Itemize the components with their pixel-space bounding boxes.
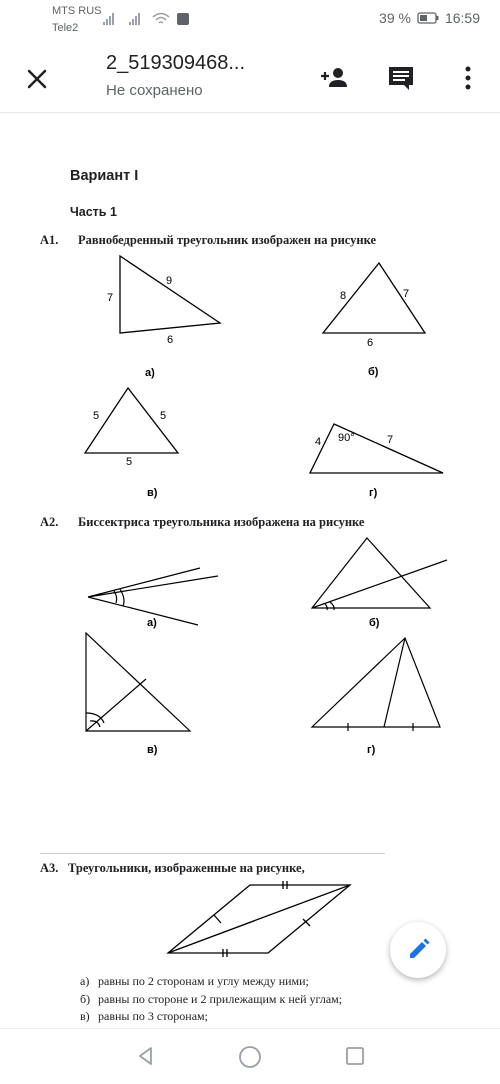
question-a2-number: А2. <box>40 515 59 529</box>
figures-canvas-a3 <box>0 113 500 1013</box>
app-bar <box>0 42 500 112</box>
save-status: Не сохранено <box>106 82 203 99</box>
question-a2-text: Биссектриса треугольника изображена на рисунке <box>78 515 365 529</box>
document-title: 2_519309468... <box>106 52 246 74</box>
a1-g-angle: 90° <box>338 432 355 444</box>
battery-percent: 39 % <box>379 10 411 26</box>
recents-icon[interactable] <box>345 1046 365 1066</box>
a1-v-side-right: 5 <box>160 410 167 422</box>
a1-a-side-left: 7 <box>107 292 114 304</box>
edit-icon <box>390 922 446 978</box>
a1-v-side-left: 5 <box>93 410 100 422</box>
question-a3-number: А3. <box>40 861 59 875</box>
a2-v-label: в) <box>147 744 158 756</box>
question-a1-number: А1. <box>40 233 59 247</box>
a1-a-side-top: 9 <box>166 275 173 287</box>
add-person-icon[interactable] <box>318 62 350 94</box>
wifi-icon <box>153 14 169 24</box>
a1-v-side-bottom: 5 <box>126 456 133 468</box>
signal-icons <box>103 10 203 28</box>
option-a3-v-label: в) <box>80 1009 90 1023</box>
comment-icon[interactable] <box>385 62 417 94</box>
a2-a-label: а) <box>147 617 157 629</box>
a1-v-label: в) <box>147 487 158 499</box>
a1-g-label: г) <box>369 487 378 499</box>
status-right <box>379 10 480 26</box>
parallelogram-a3 <box>168 881 350 957</box>
a1-b-side-right: 7 <box>403 288 410 300</box>
home-icon[interactable] <box>238 1045 262 1069</box>
app-notification-icon <box>177 13 189 25</box>
a2-g-label: г) <box>367 744 376 756</box>
a1-b-side-bottom: 6 <box>367 337 374 349</box>
a1-g-side-right: 7 <box>387 434 394 446</box>
clock: 16:59 <box>444 10 480 26</box>
close-icon[interactable] <box>22 64 52 94</box>
option-a3-v-text: равны по 3 сторонам; <box>98 1009 208 1023</box>
question-a1-text: Равнобедренный треугольник изображен на рисунке <box>78 233 377 247</box>
carrier-2: Tele2 <box>52 22 79 34</box>
status-bar <box>0 0 500 42</box>
variant-heading: Вариант I <box>70 168 139 184</box>
more-vert-icon[interactable] <box>452 62 484 94</box>
edit-button[interactable] <box>390 922 446 978</box>
part-heading: Часть 1 <box>70 205 117 219</box>
question-a3-text: Треугольники, изображенные на рисунке, <box>68 861 305 875</box>
a1-b-side-left: 8 <box>340 290 347 302</box>
a1-a-side-bottom: 6 <box>167 334 174 346</box>
system-nav-bar <box>0 1028 500 1084</box>
a1-g-side-left: 4 <box>315 436 322 448</box>
option-a3-b-label: б) <box>80 992 91 1006</box>
option-a3-a-label: а) <box>80 974 90 988</box>
document-page <box>0 113 500 1023</box>
option-a3-a-text: равны по 2 сторонам и углу между ними; <box>98 974 309 988</box>
a1-a-label: а) <box>145 367 155 379</box>
option-a3-b-text: равны по стороне и 2 прилежащим к ней углам; <box>98 992 343 1006</box>
battery-icon <box>417 12 439 24</box>
a1-b-label: б) <box>368 366 379 378</box>
a2-b-label: б) <box>369 617 380 629</box>
carrier-1: MTS RUS <box>52 5 102 17</box>
back-icon[interactable] <box>136 1046 156 1066</box>
